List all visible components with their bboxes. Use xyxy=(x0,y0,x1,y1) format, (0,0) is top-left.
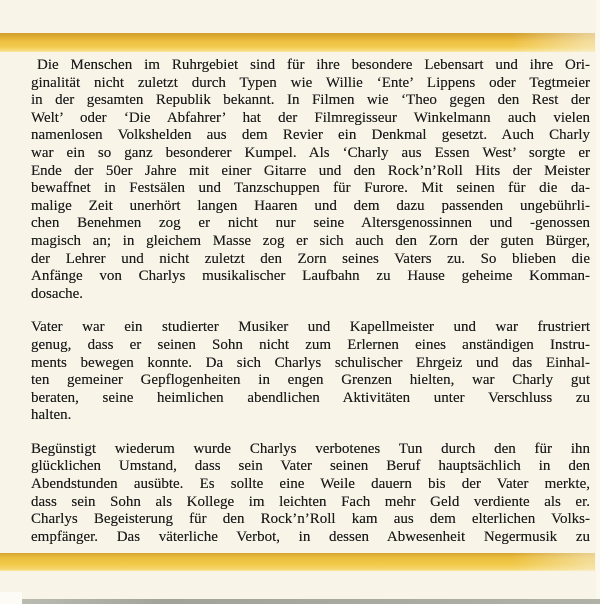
text-line: der Lehrer und nicht zuletzt den Zorn seines Vaters zu. So blieben die xyxy=(31,250,590,267)
page-edge-right xyxy=(596,0,600,604)
text-line: beraten, seine heimlichen abendlichen Aktivitäten unter Verschluss zu xyxy=(31,389,590,406)
text-line: chen Benehmen zog er nicht nur seine Altersgenossinnen und -genossen xyxy=(31,215,590,232)
text-line: magisch an; in gleichem Masse zog er sich auch den Zorn der guten Bürger, xyxy=(31,232,590,249)
paragraph xyxy=(31,441,590,547)
text-line: Welt’ oder ‘Die Abfahrer’ hat der Filmregisseur Winkelmann auch vielen xyxy=(31,109,590,126)
text-line: bewaffnet in Festsälen und Tanzschuppen für Furore. Mit seinen für die da- xyxy=(31,180,590,197)
text-line: war ein so ganz besonderer Kumpel. Als ‘Charly aus Essen West’ sorgte er xyxy=(31,144,590,161)
page-corner-bottom-left xyxy=(0,592,22,604)
text-line: dass sein Sohn als Kollege im leichten Fach mehr Geld verdiente als er. xyxy=(31,493,590,510)
text-line: ments bewegen konnte. Da sich Charlys schulischer Ehrgeiz und das Einhal- xyxy=(31,354,590,371)
text-line: Die Menschen im Ruhrgebiet sind für ihre besondere Lebensart und ihre Ori- xyxy=(37,57,590,73)
text-line: malige Zeit unerhört langen Haaren und dem dazu passenden ungebührli- xyxy=(31,197,590,214)
text-line: ten gemeiner Gepflogenheiten in engen Grenzen hielten, war Charly gut xyxy=(31,372,590,389)
body-text-block xyxy=(31,57,590,562)
text-line: Charlys Begeisterung für den Rock’n’Roll kam aus dem elterlichen Volks- xyxy=(31,511,590,528)
text-line: Anfänge von Charlys musikalischer Laufbahn zu Hause geheime Komman- xyxy=(31,268,590,285)
text-line: empfänger. Das väterliche Verbot, in dessen Abwesenheit Negermusik zu xyxy=(31,528,590,545)
text-line: in der gesamten Republik bekannt. In Filmen wie ‘Theo gegen den Rest der xyxy=(31,92,590,109)
text-line: Vater war ein studierter Musiker und Kapellmeister und war frustriert xyxy=(31,319,590,336)
text-line: halten. xyxy=(31,407,72,424)
text-line: ginalität nicht zuletzt durch Typen wie Willie ‘Ente’ Lippens oder Tegtmeier xyxy=(31,74,590,91)
text-line: genug, dass er seinen Sohn nicht zum Erlernen eines anständigen Instru- xyxy=(31,336,590,353)
text-line: dosache. xyxy=(31,285,84,302)
paragraph xyxy=(31,57,590,303)
text-line: namenlosen Volkshelden aus dem Revier ein Denkmal gesetzt. Auch Charly xyxy=(31,127,590,144)
bottom-yellow-rule xyxy=(0,553,595,571)
scan-edge-shadow-bottom xyxy=(22,599,600,604)
text-line: Begünstigt wiederum wurde Charlys verbotenes Tun durch den für ihn xyxy=(31,440,590,457)
text-line: Ende der 50er Jahre mit einer Gitarre und den Rock’n’Roll Hits der Meister xyxy=(31,162,590,179)
top-yellow-rule xyxy=(0,33,595,52)
paragraph xyxy=(31,319,590,425)
text-line: glücklichen Umstand, dass sein Vater seinen Beruf hauptsächlich in den xyxy=(31,458,590,475)
text-line: Abendstunden ausübte. Es sollte eine Weile dauern bis der Vater merkte, xyxy=(31,476,590,493)
